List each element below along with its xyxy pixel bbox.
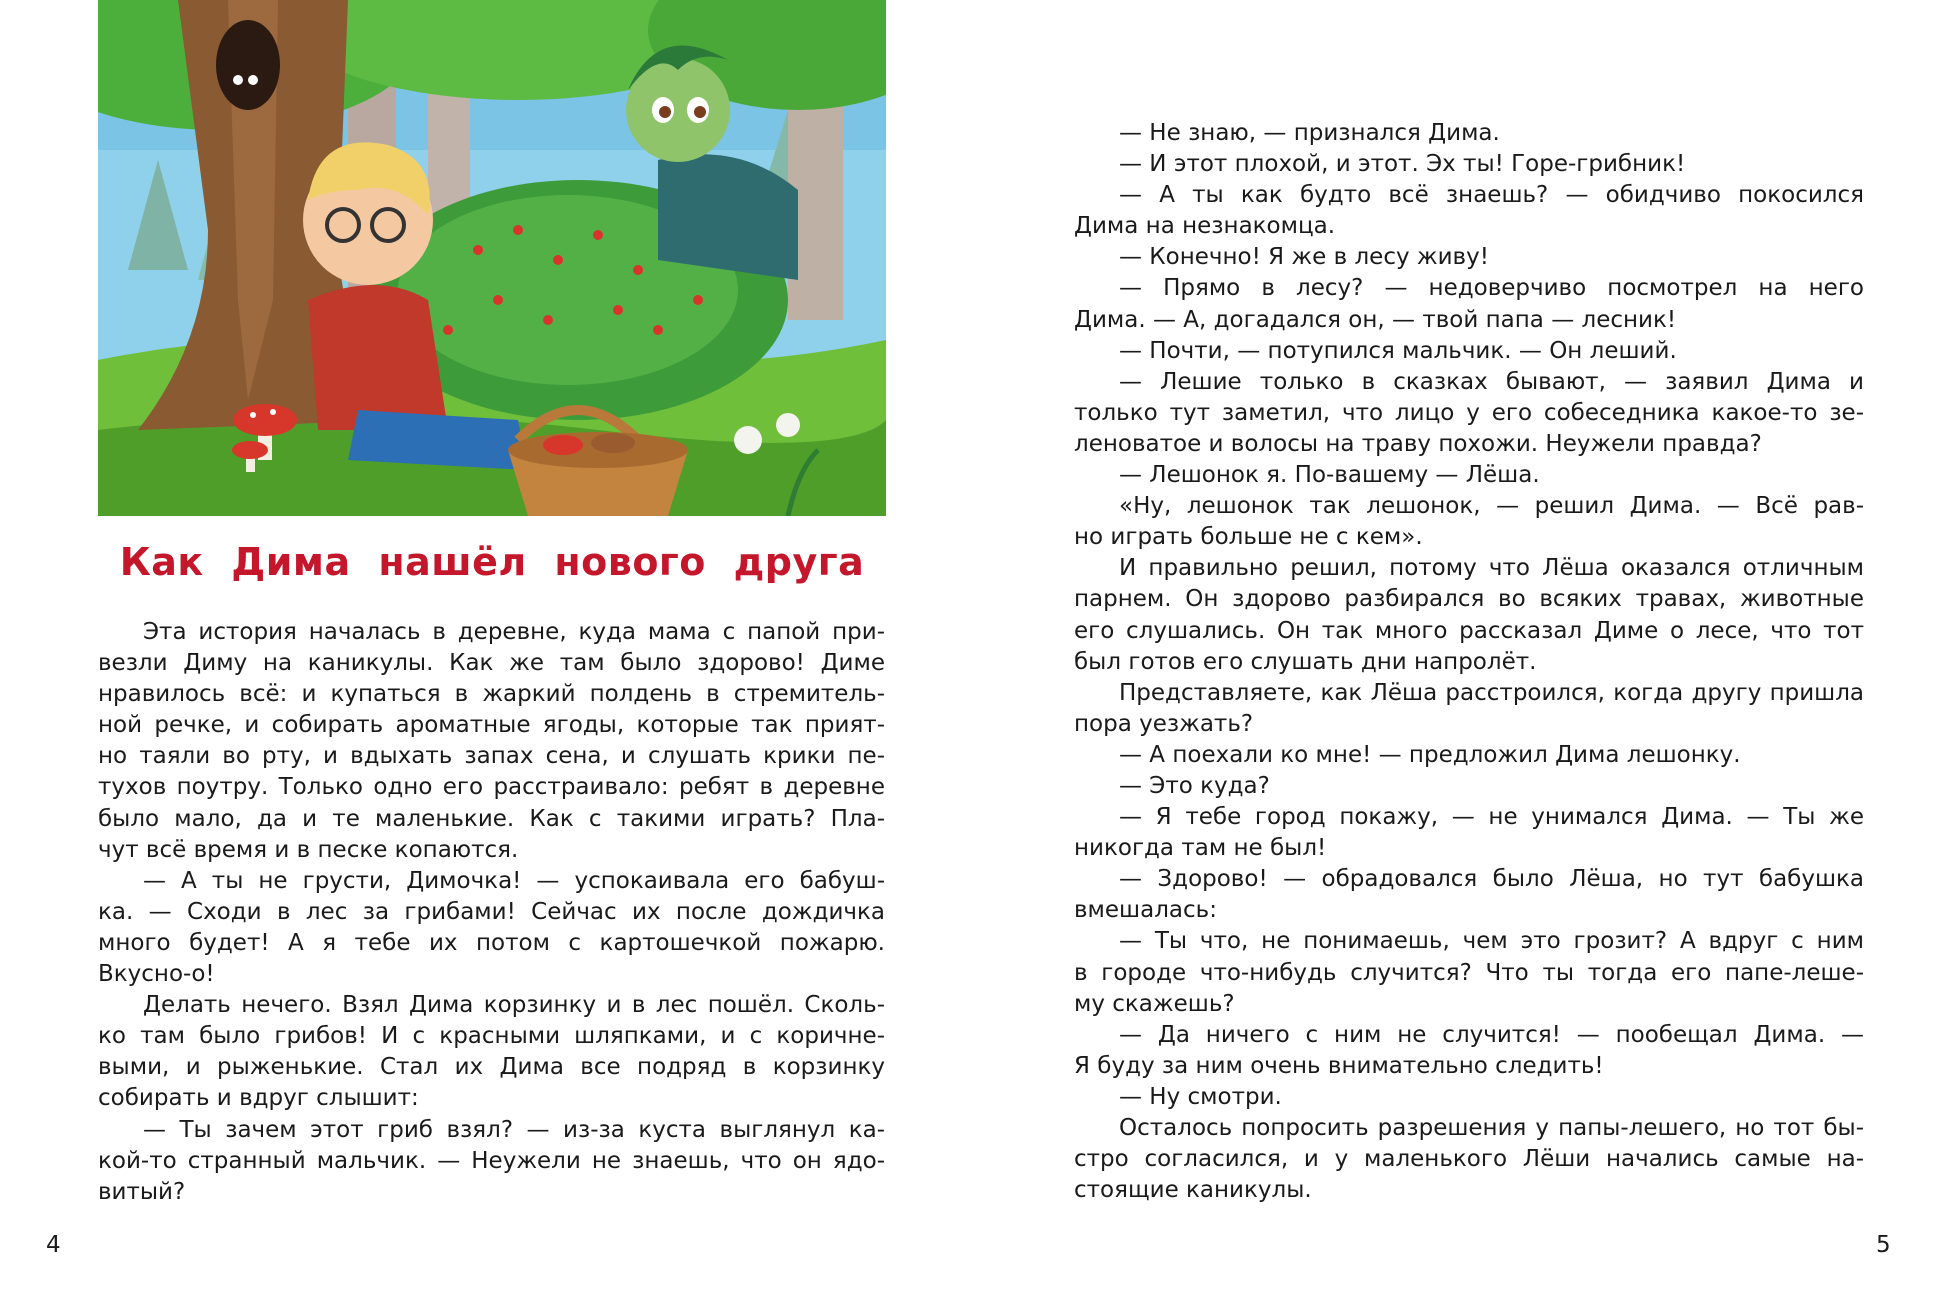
text-line: вмешалась: — [1074, 897, 1217, 924]
text-line: — Ты что, не понимаешь, чем это грозит? А вдруг с ним — [1119, 928, 1864, 955]
text-line: кой-то странный мальчик. — Неужели не знаешь, что он ядо- — [98, 1147, 885, 1174]
text-line: му скажешь? — [1074, 990, 1235, 1017]
text-line: ка. — Сходи в лес за грибами! Сейчас их после дождичка — [98, 898, 885, 925]
text-line: — Это куда? — [1119, 772, 1270, 799]
text-line: Представляете, как Лёша расстроился, когда другу пришла — [1119, 679, 1864, 706]
text-line: Дима. — А, догадался он, — твой папа — лесник! — [1074, 306, 1677, 333]
text-line: «Ну, лешонок так лешонок, — решил Дима. — Всё рав- — [1119, 493, 1864, 520]
text-line: пора уезжать? — [1074, 710, 1254, 737]
text-line: тухов поутру. Только одно его расстраивало: ребят в деревне — [98, 774, 885, 801]
text-line: — И этот плохой, и этот. Эх ты! Горе-грибник! — [1119, 151, 1686, 178]
text-line: Осталось попросить разрешения у папы-лешего, но тот бы- — [1119, 1115, 1864, 1141]
text-line: чут всё время и в песке копаются. — [98, 836, 519, 863]
text-line: ко там было грибов! И с красными шляпками, и с коричне- — [98, 1023, 885, 1050]
text-line: собирать и вдруг слышит: — [98, 1085, 419, 1112]
text-line: — Ты зачем этот гриб взял? — из-за куста выглянул ка- — [143, 1116, 885, 1143]
text-line: было мало, да и те маленькие. Как с такими играть? Пла- — [98, 805, 885, 832]
text-line: — Лешие только в сказках бывают, — заявил Дима и — [1119, 368, 1864, 395]
page-number-left: 4 — [46, 1232, 61, 1258]
text-line: но таяли во рту, и вдыхать запах сена, и слушать крики пе- — [98, 743, 885, 770]
text-line: — А ты как будто всё знаешь? — обидчиво покосился — [1119, 182, 1864, 209]
text-line: Делать нечего. Взял Дима корзинку и в лес пошёл. Сколь- — [143, 992, 885, 1019]
page-number-right: 5 — [1876, 1232, 1891, 1258]
text-line: — Я тебе город покажу, — не унимался Дима. — Ты же — [1119, 804, 1864, 831]
forest-scene-illustration — [98, 0, 886, 516]
text-line: везли Диму на каникулы. Как же там было здорово! Диме — [98, 650, 885, 677]
text-line: — Да ничего с ним не случится! — пообещал Дима. — — [1119, 1021, 1864, 1048]
text-line: стоящие каникулы. — [1074, 1177, 1312, 1204]
text-line: — Ну смотри. — [1119, 1083, 1282, 1110]
text-line: только тут заметил, что лицо у его собеседника какое-то зе- — [1074, 399, 1864, 426]
text-line: Эта история началась в деревне, куда мама с папой при- — [143, 619, 885, 645]
text-line: — Прямо в лесу? — недоверчиво посмотрел на него — [1119, 275, 1864, 302]
text-line: — Не знаю, — признался Дима. — [1119, 120, 1500, 146]
text-line: леноватое и волосы на траву похожи. Неужели правда? — [1074, 430, 1762, 457]
text-line: И правильно решил, потому что Лёша оказался отличным — [1119, 555, 1864, 582]
text-line: был готов его слушать дни напролёт. — [1074, 648, 1537, 675]
text-line: — А поехали ко мне! — предложил Дима лешонку. — [1119, 741, 1741, 768]
text-line: витый? — [98, 1178, 186, 1205]
text-line: ной речке, и собирать ароматные ягоды, которые так прият- — [98, 712, 885, 739]
right-text-column — [1074, 118, 1864, 1206]
story-title: Как Дима нашёл нового друга — [119, 540, 865, 584]
text-line: — Здорово! — обрадовался было Лёша, но тут бабушка — [1119, 866, 1864, 893]
text-line: — Почти, — потупился мальчик. — Он леший. — [1119, 337, 1677, 364]
text-line: его слушались. Он так много рассказал Диме о лесе, что тот — [1074, 617, 1864, 644]
text-line: в городе что-нибудь случится? Что ты тогда его папе-леше- — [1074, 959, 1864, 986]
text-line: — А ты не грусти, Димочка! — успокаивала его бабуш- — [143, 867, 885, 894]
left-text-column — [98, 617, 885, 1208]
text-line: Дима на незнакомца. — [1074, 213, 1336, 240]
text-line: — Конечно! Я же в лесу живу! — [1119, 244, 1489, 271]
text-line: никогда там не был! — [1074, 835, 1327, 862]
text-line: но играть больше не с кем». — [1074, 524, 1423, 551]
text-line: — Лешонок я. По-вашему — Лёша. — [1119, 462, 1540, 489]
text-line: парнем. Он здорово разбирался во всяких травах, животные — [1074, 586, 1864, 613]
text-line: Вкусно-о! — [98, 961, 215, 988]
text-line: стро согласился, и у маленького Лёши начались самые на- — [1074, 1146, 1864, 1173]
text-line: нравилось всё: и купаться в жаркий полдень в стремитель- — [98, 681, 885, 708]
text-line: выми, и рыженькие. Стал их Дима все подряд в корзинку — [98, 1054, 885, 1081]
illustration — [98, 0, 886, 516]
text-line: много будет! А я тебе их потом с картошечкой пожарю. — [98, 929, 885, 956]
text-line: Я буду за ним очень внимательно следить! — [1074, 1052, 1604, 1079]
